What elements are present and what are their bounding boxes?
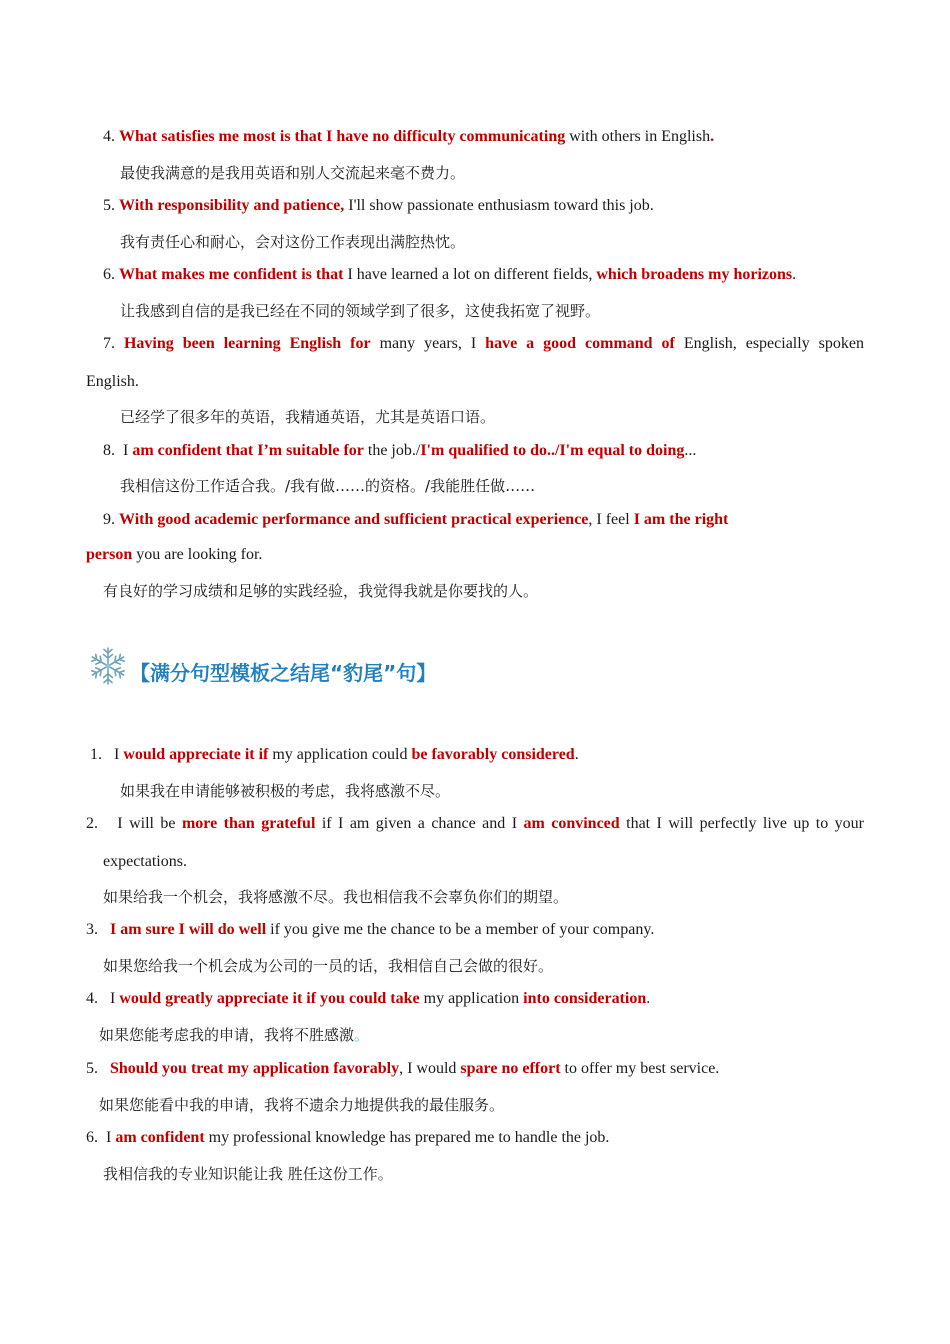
closing-2-en-line2: expectations. xyxy=(103,853,187,870)
item-6-en xyxy=(103,265,796,285)
key-phrase: would greatly appreciate it if you could take xyxy=(119,990,420,1007)
plain-text: if you give me the chance to be a member of your company. xyxy=(266,921,655,938)
plain-text: you are looking for. xyxy=(132,546,263,563)
item-7-cn: 已经学了很多年的英语，我精通英语，尤其是英语口语。 xyxy=(120,408,496,426)
plain-text: ... xyxy=(684,442,697,459)
plain-text: if I am given a chance and I xyxy=(315,815,524,832)
plain-text: to offer my best service. xyxy=(560,1060,720,1077)
item-number: 5. xyxy=(103,197,119,214)
plain-text xyxy=(102,921,110,938)
key-phrase: I am the right xyxy=(633,511,729,528)
plain-text: . xyxy=(574,746,579,763)
plain-text: I have learned a lot on different fields, xyxy=(343,266,597,283)
closing-1-en xyxy=(90,745,579,765)
plain-text: my application could xyxy=(268,746,412,763)
key-phrase: With responsibility and patience, xyxy=(119,197,345,214)
plain-text xyxy=(102,1060,110,1077)
key-phrase: . xyxy=(710,128,715,145)
closing-5-en xyxy=(86,1059,719,1079)
item-number: 1. xyxy=(90,746,106,763)
item-6-cn: 让我感到自信的是我已经在不同的领域学到了很多，这使我拓宽了视野。 xyxy=(120,302,601,320)
key-phrase: What makes me confident is that xyxy=(119,266,344,283)
plain-text: . xyxy=(646,990,651,1007)
item-5-cn: 我有责任心和耐心，会对这份工作表现出满腔热忱。 xyxy=(120,233,466,251)
closing-6-en xyxy=(86,1128,609,1148)
plain-text: I'll show passionate enthusiasm toward this job. xyxy=(344,197,654,214)
closing-4-cn xyxy=(99,1025,369,1045)
plain-text: many years, I xyxy=(370,335,486,352)
closing-2-en-line1 xyxy=(86,814,864,834)
item-number: 3. xyxy=(86,921,102,938)
closing-3-en xyxy=(86,920,654,940)
closing-4-en xyxy=(86,989,650,1009)
key-phrase: Should you treat my application favorably xyxy=(110,1060,400,1077)
item-9-en-line2 xyxy=(86,545,262,565)
item-number: 8. xyxy=(103,442,119,459)
plain-text: the job./ xyxy=(363,442,421,459)
item-9-en-line1 xyxy=(103,510,728,530)
plain-text: , I feel xyxy=(588,511,634,528)
item-number: 6. xyxy=(86,1129,102,1146)
item-number: 2. xyxy=(86,815,105,832)
key-phrase: more than grateful xyxy=(181,815,316,832)
key-phrase: person xyxy=(86,546,133,563)
item-4-cn: 最使我满意的是我用英语和别人交流起来毫不费力。 xyxy=(120,164,466,182)
item-7-en-line1 xyxy=(103,334,864,354)
closing-4-cn-text: 如果您能考虑我的申请，我将不胜感激 xyxy=(99,1026,355,1044)
closing-3-cn: 如果您给我一个机会成为公司的一员的话，我相信自己会做的很好。 xyxy=(103,957,554,975)
item-7-en-line2: English. xyxy=(86,373,139,390)
item-8-cn: 我相信这份工作适合我。/我有做……的资格。/我能胜任做…… xyxy=(120,477,536,495)
plain-text: that I will perfectly live up to your xyxy=(619,815,865,832)
closing-5-cn: 如果您能看中我的申请，我将不遗余力地提供我的最佳服务。 xyxy=(99,1096,505,1114)
item-number: 6. xyxy=(103,266,119,283)
key-phrase: am confident that I’m suitable for xyxy=(132,442,364,459)
item-number: 4. xyxy=(86,990,102,1007)
plain-text: English, especially spoken xyxy=(674,335,865,352)
section-heading xyxy=(88,644,436,688)
key-phrase: would appreciate it if xyxy=(123,746,269,763)
plain-text: I xyxy=(102,990,120,1007)
closing-4-cn-tail: 。 xyxy=(354,1026,370,1044)
key-phrase: I am sure I will do well xyxy=(110,921,267,938)
item-number: 4. xyxy=(103,128,119,145)
key-phrase: into consideration xyxy=(523,990,647,1007)
item-4-en xyxy=(103,127,714,147)
snowflake-icon xyxy=(88,646,128,686)
key-phrase: spare no effort xyxy=(460,1060,561,1077)
item-9-cn: 有良好的学习成绩和足够的实践经验，我觉得我就是你要找的人。 xyxy=(103,582,539,600)
key-phrase: which broadens my horizons xyxy=(596,266,793,283)
key-phrase: What satisfies me most is that I have no difficulty communicating xyxy=(119,128,566,145)
item-number: 9. xyxy=(103,511,119,528)
item-8-en xyxy=(103,441,696,461)
plain-text: I xyxy=(119,442,133,459)
section-title: 【满分句型模板之结尾“豹尾”句】 xyxy=(130,660,437,685)
key-phrase: have a good command of xyxy=(485,335,675,352)
plain-text: I will be xyxy=(104,815,182,832)
plain-text: , I would xyxy=(399,1060,461,1077)
plain-text: I xyxy=(102,1129,116,1146)
closing-6-cn: 我相信我的专业知识能让我 胜任这份工作。 xyxy=(103,1165,393,1183)
key-phrase: I'm qualified to do../I'm equal to doing xyxy=(420,442,685,459)
key-phrase: am convinced xyxy=(523,815,620,832)
item-number: 7. xyxy=(103,335,124,352)
item-number: 5. xyxy=(86,1060,102,1077)
key-phrase: With good academic performance and sufficient practical experience xyxy=(119,511,589,528)
key-phrase: Having been learning English for xyxy=(123,335,371,352)
key-phrase: am confident xyxy=(115,1129,205,1146)
plain-text: . xyxy=(792,266,797,283)
key-phrase: be favorably considered xyxy=(411,746,575,763)
closing-2-cn: 如果给我一个机会，我将感激不尽。我也相信我不会辜负你们的期望。 xyxy=(103,888,569,906)
plain-text: my application xyxy=(419,990,524,1007)
closing-1-cn: 如果我在申请能够被积极的考虑，我将感激不尽。 xyxy=(120,782,451,800)
item-5-en xyxy=(103,196,654,216)
plain-text: my professional knowledge has prepared me to handle the job. xyxy=(204,1129,610,1146)
plain-text: I xyxy=(106,746,124,763)
plain-text: with others in English xyxy=(565,128,711,145)
